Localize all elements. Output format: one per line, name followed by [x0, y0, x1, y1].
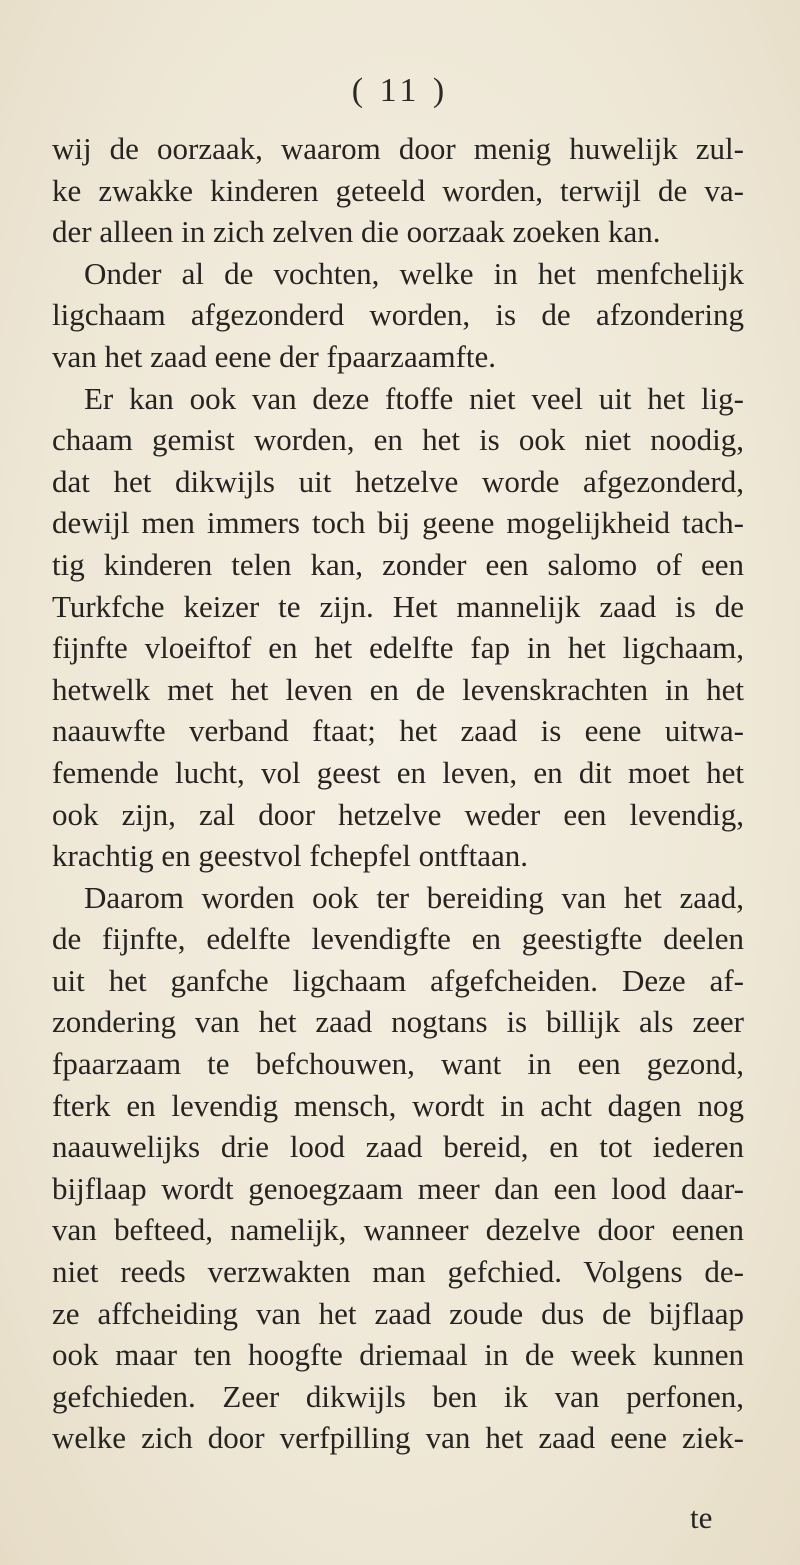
text-line: niet reeds verzwakten man gefchied. Volgens de- — [52, 1254, 744, 1290]
text-line: Turkfche keizer te zijn. Het mannelijk zaad is de — [52, 588, 744, 624]
text-line: ook zijn, zal door hetzelve weder een levendig, — [52, 796, 744, 832]
text-line: fijnfte vloeiftof en het edelfte fap in het ligchaam, — [52, 630, 744, 666]
text-line: wij de oorzaak, waarom door menig huwelijk zul- — [52, 131, 744, 166]
text-line: fpaarzaam te befchouwen, want in een gezond, — [52, 1046, 744, 1082]
text-line: hetwelk met het leven en de levenskrachten in het — [52, 671, 744, 707]
text-line: uit het ganfche ligchaam afgefcheiden. Deze af- — [52, 962, 744, 998]
text-line: tig kinderen telen kan, zonder een salomo of een — [52, 546, 744, 582]
text-line: Daarom worden ook ter bereiding van het zaad, — [84, 879, 744, 915]
text-line: dat het dikwijls uit hetzelve worde afgezonderd, — [52, 463, 744, 499]
text-line: bijflaap wordt genoegzaam meer dan een lood daar- — [52, 1170, 744, 1206]
text-line: Onder al de vochten, welke in het menfchelijk — [84, 255, 744, 291]
catchword: te — [690, 1500, 713, 1535]
body-text — [52, 128, 744, 1459]
text-line: ze affcheiding van het zaad zoude dus de bijflaap — [52, 1295, 744, 1331]
text-line: naauwfte verband ftaat; het zaad is eene uitwa- — [52, 713, 744, 749]
text-line: femende lucht, vol geest en leven, en dit moet het — [52, 754, 744, 790]
text-line: zondering van het zaad nogtans is billijk als zeer — [52, 1004, 744, 1040]
text-line: der alleen in zich zelven die oorzaak zoeken kan. — [52, 214, 661, 250]
text-line: fterk en levendig mensch, wordt in acht dagen nog — [52, 1087, 744, 1123]
text-line: chaam gemist worden, en het is ook niet noodig, — [52, 422, 744, 458]
text-line: van befteed, namelijk, wanneer dezelve door eenen — [52, 1212, 744, 1248]
text-line: ligchaam afgezonderd worden, is de afzondering — [52, 297, 744, 333]
text-line: naauwelijks drie lood zaad bereid, en tot iederen — [52, 1129, 744, 1165]
text-line: dewijl men immers toch bij geene mogelijkheid tach- — [52, 505, 744, 541]
text-line: welke zich door verfpilling van het zaad eene ziek- — [52, 1420, 744, 1456]
text-line: ke zwakke kinderen geteeld worden, terwijl de va- — [52, 172, 744, 208]
text-line: ook maar ten hoogfte driemaal in de week kunnen — [52, 1337, 744, 1373]
text-line: Er kan ook van deze ftoffe niet veel uit het lig- — [84, 380, 744, 416]
text-line: de fijnfte, edelfte levendigfte en geestigfte deelen — [52, 921, 744, 957]
text-line: krachtig en geestvol fchepfel ontftaan. — [52, 838, 528, 874]
page-number: ( 11 ) — [351, 72, 449, 109]
text-line: van het zaad eene der fpaarzaamfte. — [52, 338, 497, 374]
text-line: gefchieden. Zeer dikwijls ben ik van perfonen, — [52, 1378, 744, 1414]
